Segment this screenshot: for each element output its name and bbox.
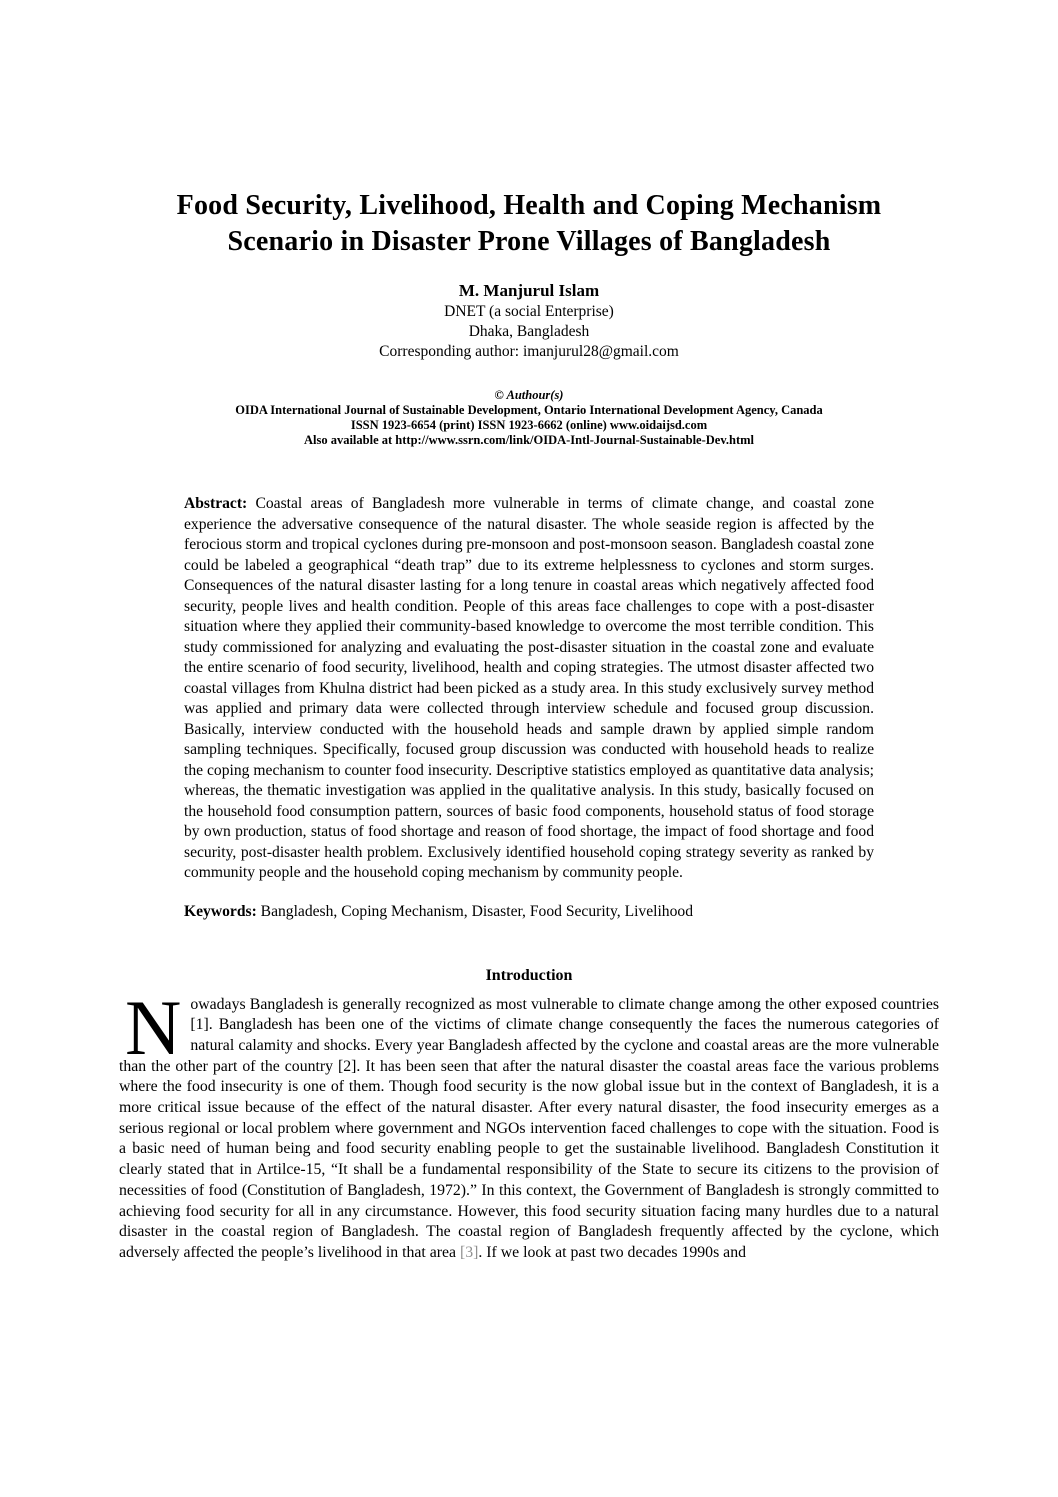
author-affiliation: DNET (a social Enterprise) xyxy=(444,303,614,320)
abstract-section xyxy=(184,494,874,922)
keywords-text: Bangladesh, Coping Mechanism, Disaster, Food Security, Livelihood xyxy=(256,902,693,920)
drop-cap: N xyxy=(125,983,182,1071)
journal-imprint-block xyxy=(0,388,1058,448)
abstract-label: Abstract: xyxy=(184,495,248,512)
corresponding-author-email: Corresponding author: imanjurul28@gmail.com xyxy=(379,343,679,360)
introduction-heading: Introduction xyxy=(485,966,573,984)
author-location: Dhaka, Bangladesh xyxy=(468,323,590,340)
author-block xyxy=(0,280,1058,362)
keywords-line xyxy=(184,902,874,922)
keywords-label: Keywords: xyxy=(184,902,257,920)
issn-line: ISSN 1923-6654 (print) ISSN 1923-6662 (online) www.oidaijsd.com xyxy=(350,418,708,432)
introduction-text-part2: . If we look at past two decades 1990s and xyxy=(478,1243,746,1261)
paper-title-line2: Scenario in Disaster Prone Villages of Bangladesh xyxy=(227,226,831,257)
copyright-notice: © Authour(s) xyxy=(494,388,564,402)
introduction-paragraph xyxy=(119,983,939,1264)
introduction-text-part1: owadays Bangladesh is generally recognized as most vulnerable to climate change among the other exposed countries [1]. Bangladesh has been one of the victims of climate change consequently the faces the numerous categories of natural calamity and shocks. Every year Bangladesh affected by the cyclone and coastal areas are the more vulnerable than the other part of the country [2]. It has been seen that after the natural disaster the coastal areas face the various problems where the food insecurity is one of them. Though food security is the now global issue but in the context of Bangladesh, it is a more critical issue because of the effect of the natural disaster. After every natural disaster, the food insecurity emerges as a serious regional or local problem where government and NGOs intervention faced challenges to cope with the situation. Food is a basic need of human being and food security enabling people to get the sustainable livelihood. Bangladesh Constitution it clearly stated that in Artilce-15, “It shall be a fundamental responsibility of the State to secure its citizens to the provision of necessities of food (Constitution of Bangladesh, 1972).” In this context, the Government of Bangladesh is strongly committed to achieving food security for all in any circumstance. However, this food security situation facing many hurdles due to a natural disaster in the coastal region of Bangladesh. The coastal region of Bangladesh frequently affected by the cyclone, which adversely affected the people’s livelihood in that area xyxy=(119,995,939,1261)
citation-3-link: [3] xyxy=(459,1243,479,1261)
author-name: M. Manjurul Islam xyxy=(458,281,600,300)
availability-line: Also available at http://www.ssrn.com/link/OIDA-Intl-Journal-Sustainable-Dev.html xyxy=(303,433,755,447)
paper-title xyxy=(99,188,959,260)
abstract-text: Coastal areas of Bangladesh more vulnerable in terms of climate change, and coastal zone experience the adversative consequence of the natural disaster. The whole seaside region is affected by the ferocious storm and tropical cyclones during pre-monsoon and post-monsoon season. Bangladesh coastal zone could be labeled a geographical “death trap” due to its extreme helplessness to cyclones and storm surges. Consequences of the natural disaster lasting for a long tenure in coastal areas which negatively affected food security, people lives and health condition. People of this areas face challenges to cope with a post-disaster situation where they applied their community-based knowledge to overcome the most terrible condition. This study commissioned for analyzing and evaluating the post-disaster situation in the coastal zone and evaluate the entire scenario of food security, livelihood, health and coping strategies. The utmost disaster affected two coastal villages from Khulna district had been picked as a study area. In this study exclusively survey method was applied and primary data were collected through interview schedule and focused group discussion. Basically, interview conducted with the household heads and sample drawn by applied simple random sampling techniques. Specifically, focused group discussion was conducted with household heads to realize the coping mechanism to counter food insecurity. Descriptive statistics employed as quantitative data analysis; whereas, the thematic investigation was applied in the qualitative analysis. In this study, basically focused on the household food consumption pattern, sources of basic food components, household status of food storage by own production, status of food shortage and reason of food shortage, the impact of food shortage and food security, post-disaster health problem. Exclusively identified household coping strategy severity as ranked by community people and the household coping mechanism by community people. xyxy=(184,495,874,881)
journal-name-line: OIDA International Journal of Sustainable Development, Ontario International Development Agency, Canada xyxy=(235,403,823,417)
introduction-section xyxy=(119,983,939,1264)
paper-title-line1: Food Security, Livelihood, Health and Coping Mechanism xyxy=(176,190,882,221)
abstract-paragraph xyxy=(184,494,874,884)
